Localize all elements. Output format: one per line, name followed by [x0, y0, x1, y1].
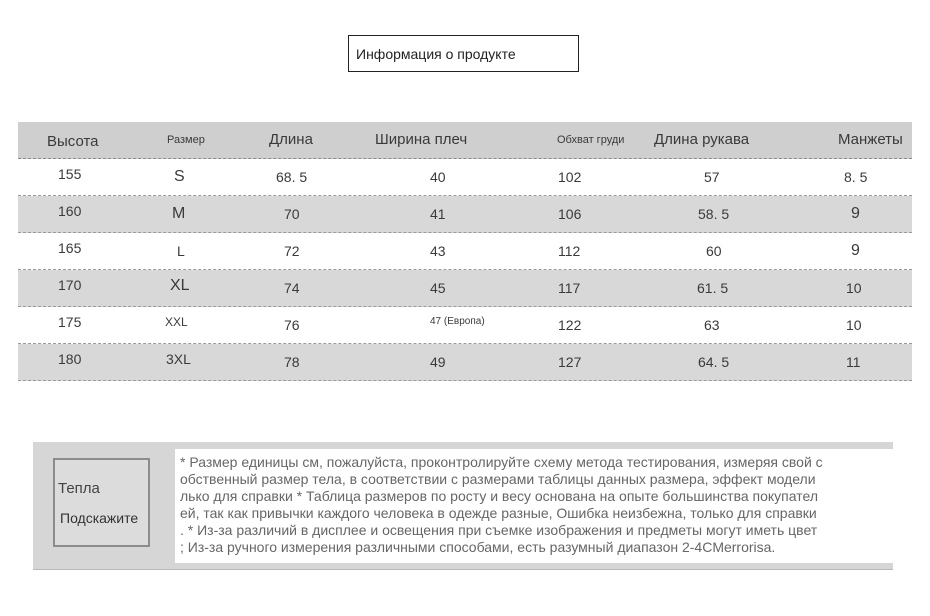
cell-size: M [172, 205, 186, 222]
cell-size: S [174, 168, 185, 185]
cell-sleeve: 58. 5 [698, 206, 730, 222]
cell-length: 74 [284, 280, 300, 296]
cell-sleeve: 64. 5 [698, 354, 730, 370]
note-line: . * Из-за различий в дисплее и освещения при съемке изображения и предметы могут иметь цвет [180, 522, 818, 538]
cell-length: 78 [284, 354, 300, 370]
cell-length: 76 [284, 317, 300, 333]
header-size: Размер [167, 134, 205, 146]
cell-sleeve: 57 [704, 169, 720, 185]
cell-height: 155 [58, 166, 82, 182]
note-line: * Размер единицы см, пожалуйста, проконтролируйте схему метода тестирования, измеряя свой с [180, 454, 823, 470]
warm-tip-title: Тепла [58, 480, 100, 497]
cell-shoulder: 43 [430, 243, 446, 259]
cell-cuffs: 8. 5 [844, 169, 868, 185]
cell-height: 160 [58, 203, 82, 219]
cell-cuffs: 9 [851, 205, 860, 222]
table-row [18, 159, 912, 196]
cell-length: 70 [284, 206, 300, 222]
cell-cuffs: 11 [846, 354, 861, 370]
cell-height: 180 [58, 351, 82, 367]
cell-shoulder: 47 (Европа) [430, 316, 485, 327]
cell-shoulder: 40 [430, 169, 446, 185]
cell-shoulder: 41 [430, 206, 446, 222]
cell-chest: 102 [558, 169, 582, 185]
table-row [18, 233, 912, 270]
product-info-title: Информация о продукте [348, 35, 579, 72]
cell-size: L [177, 243, 185, 259]
table-row [18, 307, 912, 344]
cell-size: XXL [165, 315, 188, 329]
cell-size: XL [170, 277, 190, 294]
cell-cuffs: 9 [851, 242, 860, 259]
notes-panel [33, 442, 893, 570]
note-line: ; Из-за ручного измерения различными способами, есть разумный диапазон 2-4CMerrorisa. [180, 539, 776, 555]
table-header-row [18, 122, 912, 159]
cell-height: 175 [58, 314, 82, 330]
size-table [18, 122, 912, 381]
cell-shoulder: 49 [430, 354, 446, 370]
table-row [18, 344, 912, 381]
cell-length: 68. 5 [276, 169, 308, 185]
header-shoulder-width: Ширина плеч [375, 131, 468, 148]
cell-height: 170 [58, 277, 82, 293]
cell-sleeve: 61. 5 [697, 280, 729, 296]
note-line: обственный размер тела, в соответствии с размерами таблицы данных размера, эффект модели [180, 471, 816, 487]
cell-chest: 127 [558, 354, 582, 370]
header-chest: Обхват груди [557, 134, 625, 146]
cell-chest: 106 [558, 206, 582, 222]
cell-height: 165 [58, 240, 82, 256]
cell-size: 3XL [166, 351, 191, 367]
warm-tip-box [53, 458, 150, 547]
table-row [18, 196, 912, 233]
cell-cuffs: 10 [846, 280, 862, 296]
cell-sleeve: 60 [706, 243, 722, 259]
notes-text [175, 449, 893, 563]
cell-chest: 112 [558, 243, 581, 259]
note-line: ей, так как привычки каждого человека в одежде разные, Ошибка неизбежна, только для справки [180, 505, 817, 521]
header-length: Длина [269, 131, 313, 148]
table-row [18, 270, 912, 307]
cell-chest: 122 [558, 317, 582, 333]
cell-cuffs: 10 [846, 317, 862, 333]
header-sleeve-length: Длина рукава [654, 131, 750, 148]
note-line: лько для справки * Таблица размеров по росту и весу основана на опыте большинства покупател [180, 488, 818, 504]
header-height: Высота [47, 133, 99, 150]
header-cuffs: Манжеты [838, 131, 903, 148]
warm-tip-subtitle: Подскажите [60, 510, 139, 526]
cell-chest: 117 [558, 280, 581, 296]
cell-length: 72 [284, 243, 300, 259]
cell-shoulder: 45 [430, 280, 446, 296]
cell-sleeve: 63 [704, 317, 720, 333]
